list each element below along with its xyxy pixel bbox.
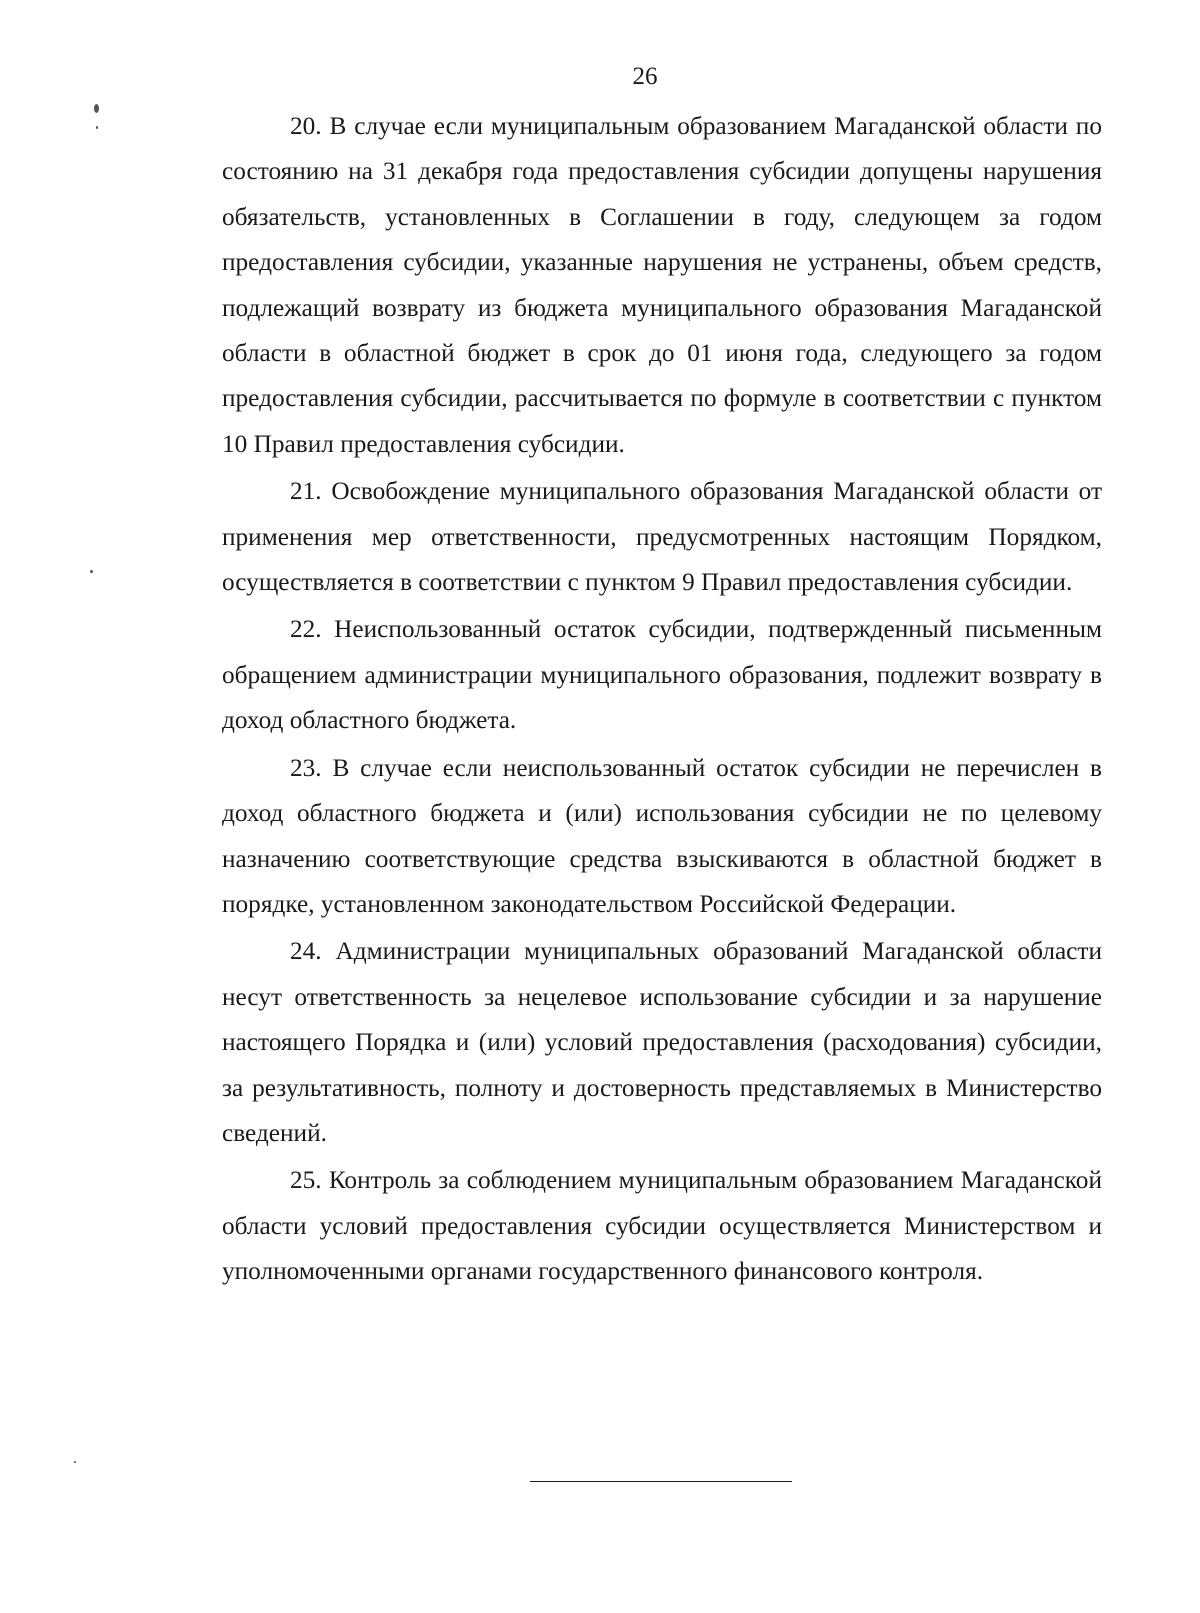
scan-speck [94, 104, 99, 113]
paragraph-23: 23. В случае если неиспользованный остаток субсидии не перечислен в доход областного бюджета и (или) использования субсидии не по целевому назначению соответствующие средства взыскиваются в областной бюджет в порядке, установленном законодательством Российской Федерации. [222, 753, 1102, 918]
paragraph-22: 22. Неиспользованный остаток субсидии, подтвержденный письменным обращением администрации муниципального образования, подлежит возврату в доход областного бюджета. [222, 615, 1102, 735]
paragraph-25: 25. Контроль за соблюдением муниципальным образованием Магаданской области условий предоставления субсидии осуществляется Министерством и уполномоченными органами государственного финансового контроля. [222, 1166, 1102, 1286]
document-body [222, 104, 1102, 1295]
page-number: 26 [632, 63, 658, 90]
end-of-document-rule [530, 1481, 792, 1482]
paragraph-20: 20. В случае если муниципальным образованием Магаданской области по состоянию на 31 декабря года предоставления субсидии допущены нарушения обязательств, установленных в Соглашении в году, следующем за годом предоставления субсидии, указанные нарушения не устранены, объем средств, подлежащий возврату из бюджета муниципального образования Магаданской области в областной бюджет в срок до 01 июня года, следующего за годом предоставления субсидии, рассчитывается по формуле в соответствии с пунктом 10 Правил предоставления субсидии. [222, 112, 1102, 458]
paragraph-21: 21. Освобождение муниципального образования Магаданской области от применения мер ответственности, предусмотренных настоящим Порядком, осуществляется в соответствии с пунктом 9 Правил предоставления субсидии. [222, 477, 1102, 597]
scan-speck [96, 126, 98, 129]
scan-speck [74, 1461, 76, 1463]
scan-speck [90, 570, 93, 573]
paragraph-24: 24. Администрации муниципальных образований Магаданской области несут ответственность за нецелевое использование субсидии и за нарушение настоящего Порядка и (или) условий предоставления (расходования) субсидии, за результативность, полноту и достоверность представляемых в Министерство сведений. [222, 937, 1102, 1147]
